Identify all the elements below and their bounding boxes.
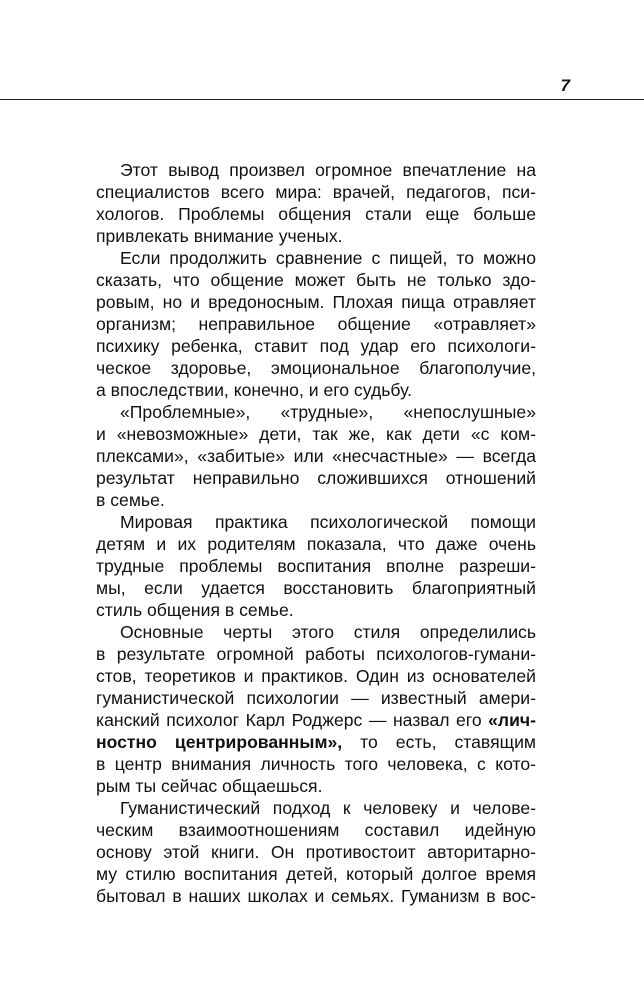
text-line xyxy=(96,511,536,533)
text-run: му стилю воспитания детей, который долгое время xyxy=(96,864,536,884)
text-run: Если продолжить сравнение с пищей, то можно xyxy=(120,248,536,268)
text-run: хологов. Проблемы общения стали еще больше xyxy=(96,204,536,224)
page-number: 7 xyxy=(560,76,570,95)
text-run: то есть, ставящим xyxy=(342,732,536,752)
text-line xyxy=(96,555,536,577)
text-run: организм; неправильное общение «отравляет» xyxy=(96,314,536,334)
text-run: результат неправильно сложившихся отношений xyxy=(96,468,536,488)
text-line xyxy=(96,775,536,797)
text-run: Этот вывод произвел огромное впечатление на xyxy=(120,160,536,180)
text-line xyxy=(96,819,536,841)
text-run: в семье. xyxy=(96,490,165,510)
text-run: ческое здоровье, эмоциональное благополучие, xyxy=(96,358,536,378)
text-line xyxy=(96,709,536,731)
emphasis-run: ностно центрированным», xyxy=(96,732,343,752)
text-line xyxy=(96,731,536,753)
text-line xyxy=(96,357,536,379)
text-line xyxy=(96,753,536,775)
text-run: ровым, но и вредоносным. Плохая пища отравляет xyxy=(96,292,536,312)
text-run: «Проблемные», «трудные», «непослушные» xyxy=(120,402,536,422)
text-line xyxy=(96,247,536,269)
text-run: а впоследствии, конечно, и его судьбу. xyxy=(96,380,412,400)
text-line xyxy=(96,291,536,313)
text-run: ческим взаимоотношениям составил идейную xyxy=(96,820,536,840)
text-line xyxy=(96,379,536,401)
text-run: трудные проблемы воспитания вполне разреши- xyxy=(96,556,536,576)
text-run: Мировая практика психологической помощи xyxy=(120,512,536,532)
text-run: бытовал в наших школах и семьях. Гуманизм в вос- xyxy=(96,886,536,906)
text-run: и «невозможные» дети, так же, как дети «с ком- xyxy=(96,424,536,444)
text-run: Основные черты этого стиля определились xyxy=(120,622,536,642)
text-run: рым ты сейчас общаешься. xyxy=(96,776,323,796)
emphasis-run: «лич- xyxy=(488,710,536,730)
text-line xyxy=(96,863,536,885)
text-line xyxy=(96,159,536,181)
text-line xyxy=(96,797,536,819)
text-line xyxy=(96,225,536,247)
text-run: гуманистической психологии — известный амери- xyxy=(96,688,536,708)
text-line xyxy=(96,643,536,665)
text-line xyxy=(96,203,536,225)
text-run: мы, если удается восстановить благоприятный xyxy=(96,578,536,598)
text-run: в центр внимания личность того человека, с кото- xyxy=(96,754,536,774)
text-run: стиль общения в семье. xyxy=(96,600,294,620)
text-line xyxy=(96,841,536,863)
text-run: специалистов всего мира: врачей, педагогов, пси- xyxy=(96,182,536,202)
text-line xyxy=(96,335,536,357)
text-line xyxy=(96,885,536,907)
text-run: основу этой книги. Он противостоит авторитарно- xyxy=(96,842,536,862)
header-rule xyxy=(0,99,644,100)
text-line xyxy=(96,423,536,445)
text-run: психику ребенка, ставит под удар его психологи- xyxy=(96,336,536,356)
text-run: канский психолог Карл Роджерс — назвал его xyxy=(96,710,489,730)
text-line xyxy=(96,621,536,643)
text-line xyxy=(96,665,536,687)
text-line xyxy=(96,269,536,291)
text-run: плексами», «забитые» или «несчастные» — всегда xyxy=(96,446,536,466)
text-line xyxy=(96,599,536,621)
text-run: привлекать внимание ученых. xyxy=(96,226,343,246)
text-run: детям и их родителям показала, что даже очень xyxy=(96,534,536,554)
text-line xyxy=(96,181,536,203)
text-line xyxy=(96,313,536,335)
text-run: в результате огромной работы психологов-гумани- xyxy=(96,644,536,664)
text-line xyxy=(96,467,536,489)
text-line xyxy=(96,445,536,467)
text-line xyxy=(96,687,536,709)
text-run: сказать, что общение может быть не только здо- xyxy=(96,270,536,290)
text-run: стов, теоретиков и практиков. Один из основателей xyxy=(96,666,536,686)
text-line xyxy=(96,533,536,555)
text-run: Гуманистический подход к человеку и челове- xyxy=(120,798,536,818)
text-line xyxy=(96,577,536,599)
body-text xyxy=(96,159,536,907)
text-line xyxy=(96,489,536,511)
text-line xyxy=(96,401,536,423)
